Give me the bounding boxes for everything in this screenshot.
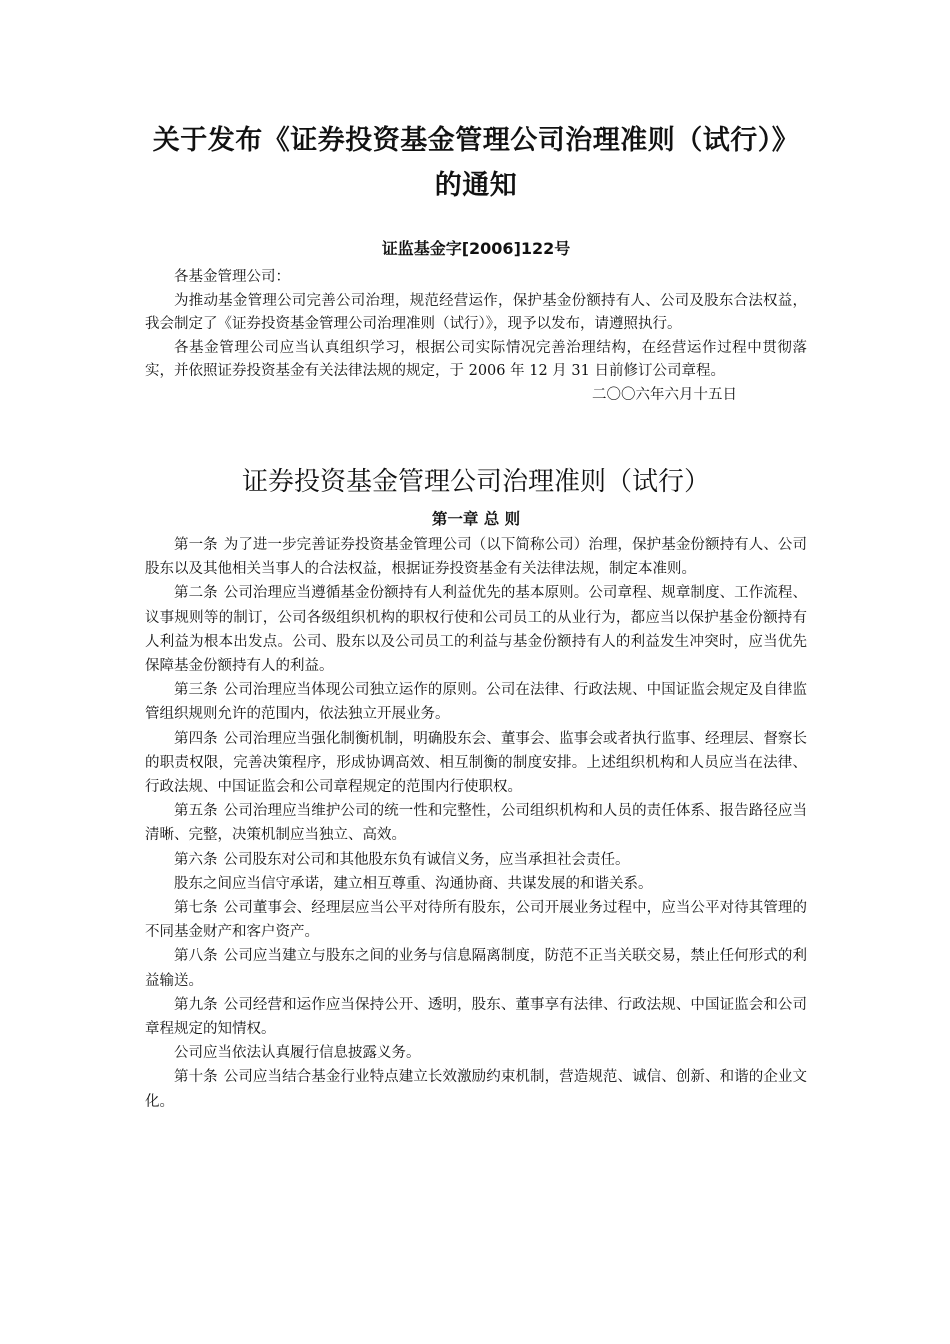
article-number: 第六条 — [174, 851, 218, 868]
article-text: 公司治理应当强化制衡机制，明确股东会、董事会、监事会或者执行监事、经理层、督察长的职责权限，完善决策程序，形成协调高效、相互制衡的制度安排。上述组织机构和人员应当在法律、行政法规、中国证监会和公司章程规定的范围内行使职权。 — [145, 730, 807, 796]
article-text: 公司董事会、经理层应当公平对待所有股东，公司开展业务过程中，应当公平对待其管理的不同基金财产和客户资产。 — [145, 900, 807, 941]
document-number: 证监基金字[2006]122号 — [381, 239, 571, 258]
article-paragraph — [145, 848, 807, 872]
article-text: 股东之间应当信守承诺，建立相互尊重、沟通协商、共谋发展的和谐关系。 — [174, 875, 653, 892]
article-text: 公司应当依法认真履行信息披露义务。 — [174, 1045, 421, 1062]
rules-title: 证券投资基金管理公司治理准则（试行） — [241, 467, 710, 497]
article-number: 第十条 — [174, 1069, 218, 1086]
article-number: 第八条 — [174, 948, 218, 965]
article-text: 为了进一步完善证券投资基金管理公司（以下简称公司）治理，保护基金份额持有人、公司股东以及其他相关当事人的合法权益，根据证券投资基金有关法律法规，制定本准则。 — [145, 537, 807, 578]
salutation: 各基金管理公司： — [174, 269, 290, 285]
chapter-title: 第一章 总 则 — [431, 510, 521, 528]
article-text: 公司治理应当体现公司独立运作的原则。公司在法律、行政法规、中国证监会规定及自律监管组织规则允许的范围内，依法独立开展业务。 — [145, 682, 807, 723]
article-text: 公司应当建立与股东之间的业务与信息隔离制度，防范不正当关联交易，禁止任何形式的利益输送。 — [145, 948, 807, 989]
article-paragraph — [145, 727, 807, 800]
article-paragraph — [145, 678, 807, 726]
article-number: 第四条 — [174, 730, 218, 747]
article-paragraph — [145, 872, 807, 896]
article-paragraph — [145, 896, 807, 944]
article-paragraph — [145, 533, 807, 581]
article-text: 公司应当结合基金行业特点建立长效激励约束机制，营造规范、诚信、创新、和谐的企业文化。 — [145, 1069, 807, 1110]
article-number: 第二条 — [174, 585, 218, 602]
article-number: 第三条 — [174, 682, 218, 699]
article-text: 公司治理应当遵循基金份额持有人利益优先的基本原则。公司章程、规章制度、工作流程、议事规则等的制订，公司各级组织机构的职权行使和公司员工的从业行为，都应当以保护基金份额持有人利益为根本出发点。公司、股东以及公司员工的利益与基金份额持有人的利益发生冲突时，应当优先保障基金份额持有人的利益。 — [145, 585, 807, 675]
article-paragraph — [145, 1041, 807, 1065]
notice-title: 关于发布《证券投资基金管理公司治理准则（试行）》的通知 — [152, 125, 800, 201]
notice-body — [145, 266, 807, 407]
articles-list — [145, 533, 807, 1114]
article-paragraph — [145, 1065, 807, 1113]
article-text: 公司治理应当维护公司的统一性和完整性，公司组织机构和人员的责任体系、报告路径应当清晰、完整，决策机制应当独立、高效。 — [145, 803, 807, 844]
article-paragraph — [145, 944, 807, 992]
article-number: 第一条 — [174, 537, 218, 553]
article-text: 公司经营和运作应当保持公开、透明，股东、董事享有法律、行政法规、中国证监会和公司章程规定的知情权。 — [145, 996, 807, 1038]
article-number: 第五条 — [174, 803, 218, 820]
notice-paragraph: 为推动基金管理公司完善公司治理，规范经营运作，保护基金份额持有人、公司及股东合法权益，我会制定了《证券投资基金管理公司治理准则（试行）》，现予以发布，请遵照执行。 — [145, 292, 807, 332]
article-number: 第七条 — [174, 900, 218, 917]
article-text: 公司股东对公司和其他股东负有诚信义务，应当承担社会责任。 — [223, 851, 630, 868]
article-paragraph — [145, 993, 807, 1041]
article-number: 第九条 — [174, 996, 218, 1013]
notice-paragraph: 各基金管理公司应当认真组织学习，根据公司实际情况完善治理结构，在经营运作过程中贯彻落实，并依照证券投资基金有关法律法规的规定，于 2006 年 12 月 31 日前修订公司章程。 — [145, 339, 807, 379]
article-paragraph — [145, 799, 807, 847]
notice-date: 二〇〇六年六月十五日 — [592, 386, 737, 403]
article-paragraph — [145, 581, 807, 678]
